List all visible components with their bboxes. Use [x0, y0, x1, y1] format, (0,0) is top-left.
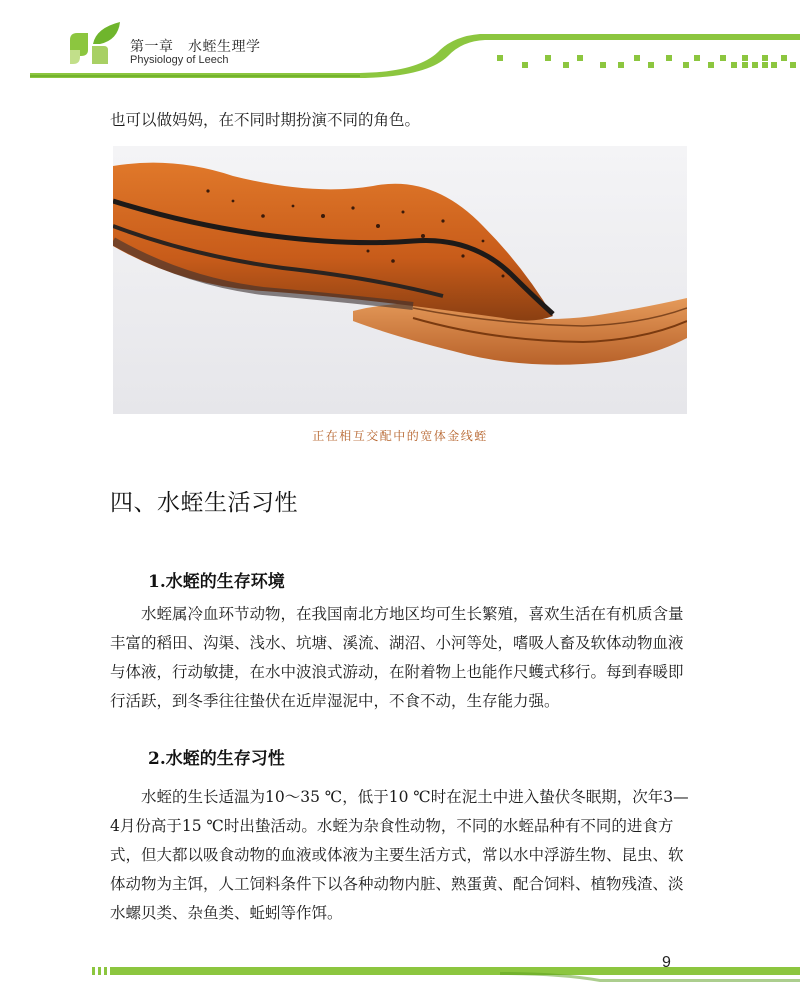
leech-mating-photo: [113, 146, 687, 414]
continuation-text: 也可以做妈妈，在不同时期扮演不同的角色。: [110, 111, 421, 129]
page-footer: [0, 955, 800, 1000]
subsection-title-habits: 2.水蛭的生存习性: [148, 749, 285, 769]
header-decoration: [0, 0, 800, 80]
page-number: 9: [662, 954, 671, 971]
leech-illustration: [113, 146, 687, 414]
photo-caption: 正在相互交配中的宽体金线蛭: [312, 429, 488, 443]
page-header: [0, 0, 800, 80]
subsection-text-environment: 水蛭属冷血环节动物，在我国南北方地区均可生长繁殖，喜欢生活在有机质含量丰富的稻田、沟渠、浅水、坑塘、溪流、湖沼、小河等处，嗜吸人畜及软体动物血液与体液，行动敏捷，在水中波浪式游动，在附着物上也能作尺蠖式移行。每到春暖即行活跃，到冬季往往蛰伏在近岸湿泥中，不食不动，生存能力强。: [110, 605, 684, 710]
chapter-title: 第一章 水蛭生理学: [130, 39, 261, 55]
subsection-title-environment: 1.水蛭的生存环境: [148, 572, 285, 592]
subsection-text-habits: 水蛭的生长适温为10～35 ℃，低于10 ℃时在泥土中进入蛰伏冬眠期，次年3—4月份高于15 ℃时出蛰活动。水蛭为杂食性动物，不同的水蛭品种有不同的进食方式，但大都以吸食动物的血液或体液为主要生活方式，常以水中浮游生物、昆虫、软体动物为主饵，人工饲料条件下以各种动物内脏、熟蛋黄、配合饲料、植物残渣、淡水螺贝类、杂鱼类、蚯蚓等作饵。: [110, 788, 689, 922]
chapter-subtitle: Physiology of Leech: [130, 54, 229, 66]
section-title: 四、水蛭生活习性: [110, 490, 298, 516]
leaf-logo-icon: [70, 22, 120, 64]
footer-decoration: [0, 955, 800, 1000]
